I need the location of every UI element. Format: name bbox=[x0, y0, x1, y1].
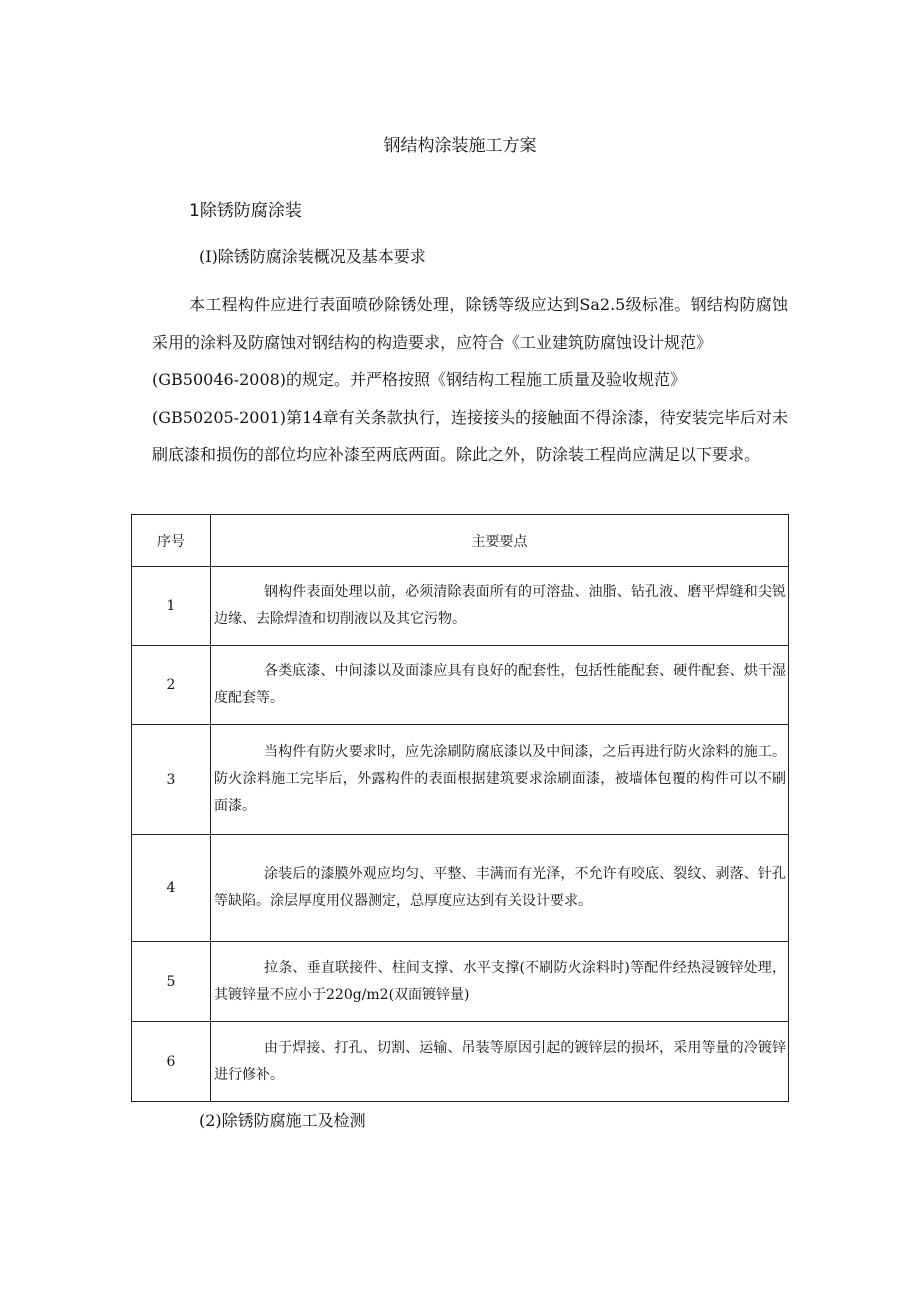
row-number: 2 bbox=[132, 646, 211, 725]
section-heading: 1除锈防腐涂装 bbox=[189, 201, 302, 221]
row-number: 6 bbox=[132, 1022, 211, 1102]
row-number: 5 bbox=[132, 942, 211, 1022]
page-title: 钢结构涂装施工方案 bbox=[383, 136, 537, 156]
paragraph: (GB50046-2008)的规定。并严格按照《钢结构工程施工质量及验收规范》 bbox=[152, 370, 687, 389]
row-text: 涂装后的漆膜外观应均匀、平整、丰满而有光泽，不允许有咬底、裂纹、剥落、针孔等缺陷。涂层厚度用仪器测定，总厚度应达到有关设计要求。 bbox=[214, 866, 786, 909]
row-number: 1 bbox=[132, 567, 211, 646]
column-header-points: 主要要点 bbox=[211, 515, 789, 567]
table-row bbox=[132, 725, 789, 835]
row-text: 当构件有防火要求时，应先涂刷防腐底漆以及中间漆，之后再进行防火涂料的施工。防火涂料施工完毕后，外露构件的表面根据建筑要求涂刷面漆，被墙体包覆的构件可以不刷面漆。 bbox=[214, 744, 786, 814]
subsection-heading: (I)除锈防腐涂装概况及基本要求 bbox=[199, 247, 426, 266]
paragraph: (GB50205-2001)第14章有关条款执行，连接接头的接触面不得涂漆，待安装完毕后对未刷底漆和损伤的部位均应补漆至两底两面。除此之外，防涂装工程尚应满足以下要求。 bbox=[152, 407, 788, 464]
row-number: 3 bbox=[132, 725, 211, 835]
paragraph: 本工程构件应进行表面喷砂除锈处理，除锈等级应达到Sa2.5级标准。钢结构防腐蚀采用的涂料及防腐蚀对钢结构的构造要求，应符合《工业建筑防腐蚀设计规范》 bbox=[152, 295, 788, 352]
row-text: 钢构件表面处理以前，必须清除表面所有的可溶盐、油脂、钻孔液、磨平焊缝和尖锐边缘、去除焊渣和切削液以及其它污物。 bbox=[214, 584, 786, 627]
table-row bbox=[132, 942, 789, 1022]
table-row bbox=[132, 835, 789, 942]
subsection-heading: (2)除锈防腐施工及检测 bbox=[199, 1111, 366, 1130]
row-text: 各类底漆、中间漆以及面漆应具有良好的配套性，包括性能配套、硬件配套、烘干湿度配套等。 bbox=[214, 663, 786, 706]
requirements-table bbox=[131, 514, 789, 1102]
table-header-row bbox=[132, 515, 789, 567]
row-text: 拉条、垂直联接件、柱间支撑、水平支撑(不刷防火涂料时)等配件经热浸镀锌处理，其镀锌量不应小于220g∕m2(双面镀锌量) bbox=[214, 959, 786, 1003]
table-row bbox=[132, 1022, 789, 1102]
row-number: 4 bbox=[132, 835, 211, 942]
body-text bbox=[152, 286, 788, 474]
column-header-no: 序号 bbox=[132, 515, 211, 567]
table-row bbox=[132, 646, 789, 725]
row-text: 由于焊接、打孔、切割、运输、吊装等原因引起的镀锌层的损坏，采用等量的冷镀锌进行修补。 bbox=[214, 1039, 786, 1083]
table-row bbox=[132, 567, 789, 646]
